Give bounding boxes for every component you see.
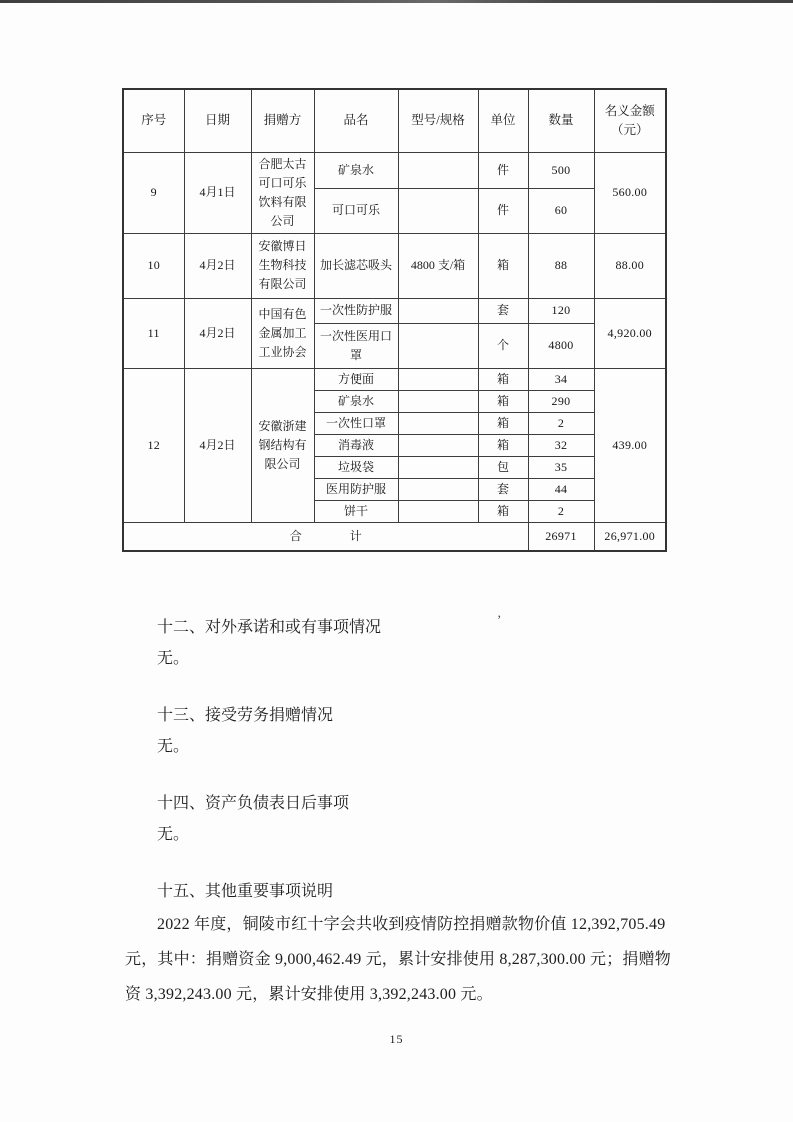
cell-unit: 箱 [478,368,528,390]
cell-unit: 箱 [478,390,528,412]
cell-serial: 12 [123,368,184,522]
cell-spec [398,412,478,434]
cell-qty: 290 [528,390,594,412]
cell-item-name: 消毒液 [314,434,398,456]
cell-qty: 500 [528,152,594,188]
scan-speck-artifact: ’ [497,612,502,627]
total-label-cell: 合 计 [123,522,528,551]
section-15-heading: 十五、其他重要事项说明 [157,883,334,900]
cell-item-name: 一次性口罩 [314,412,398,434]
cell-spec [398,390,478,412]
cell-spec [398,368,478,390]
cell-qty: 44 [528,478,594,500]
cell-item-name: 矿泉水 [314,152,398,188]
cell-spec [398,298,478,323]
cell-unit: 包 [478,456,528,478]
cell-qty: 34 [528,368,594,390]
col-header-unit: 单位 [478,89,528,152]
section-14-body: 无。 [157,826,190,843]
cell-spec [398,478,478,500]
total-qty-cell: 26971 [528,522,594,551]
cell-qty: 88 [528,233,594,298]
col-header-qty: 数量 [528,89,594,152]
cell-date: 4月2日 [184,233,251,298]
cell-unit: 箱 [478,233,528,298]
cell-spec: 4800 支/箱 [398,233,478,298]
cell-amount: 439.00 [594,368,666,522]
cell-item-name: 医用防护服 [314,478,398,500]
cell-item-name: 加长滤芯吸头 [314,233,398,298]
table-row [123,368,666,390]
table-row [123,298,666,323]
cell-date: 4月2日 [184,368,251,522]
donation-table [122,88,667,552]
cell-serial: 9 [123,152,184,233]
cell-donor: 中国有色金属加工工业协会 [251,298,314,368]
cell-amount: 4,920.00 [594,298,666,368]
cell-serial: 10 [123,233,184,298]
section-13-body: 无。 [157,738,190,755]
cell-item-name: 方便面 [314,368,398,390]
cell-unit: 套 [478,478,528,500]
cell-donor: 合肥太古可口可乐饮料有限公司 [251,152,314,233]
table-row [123,233,666,298]
cell-qty: 2 [528,412,594,434]
col-header-date: 日期 [184,89,251,152]
cell-donor: 安徽博日生物科技有限公司 [251,233,314,298]
cell-spec [398,323,478,368]
paragraph-line: 元，其中：捐赠资金 9,000,462.49 元，累计安排使用 8,287,300.00 元；捐赠物 [125,951,672,968]
cell-spec [398,456,478,478]
cell-spec [398,500,478,522]
cell-unit: 件 [478,188,528,233]
cell-unit: 箱 [478,412,528,434]
cell-item-name: 一次性防护服 [314,298,398,323]
cell-amount: 560.00 [594,152,666,233]
cell-unit: 个 [478,323,528,368]
cell-qty: 4800 [528,323,594,368]
cell-serial: 11 [123,298,184,368]
cell-qty: 120 [528,298,594,323]
col-header-donor: 捐赠方 [251,89,314,152]
scan-edge-artifact [0,0,793,3]
cell-unit: 件 [478,152,528,188]
cell-spec [398,152,478,188]
cell-unit: 箱 [478,500,528,522]
col-header-serial: 序号 [123,89,184,152]
cell-spec [398,434,478,456]
section-13-heading: 十三、接受劳务捐赠情况 [157,707,334,724]
cell-amount: 88.00 [594,233,666,298]
section-15-paragraph [125,907,685,1012]
cell-item-name: 一次性医用口罩 [314,323,398,368]
text-sections [125,612,685,1012]
col-header-amount: 名义金额（元） [594,89,666,152]
table-header-row [123,89,666,152]
col-header-spec: 型号/规格 [398,89,478,152]
table-row [123,152,666,188]
cell-donor: 安徽浙建钢结构有限公司 [251,368,314,522]
cell-qty: 35 [528,456,594,478]
cell-item-name: 矿泉水 [314,390,398,412]
total-amount-cell: 26,971.00 [594,522,666,551]
cell-unit: 套 [478,298,528,323]
col-header-item: 品名 [314,89,398,152]
cell-item-name: 可口可乐 [314,188,398,233]
section-14-heading: 十四、资产负债表日后事项 [157,795,350,812]
section-12-heading: 十二、对外承诺和或有事项情况 [157,619,382,636]
cell-date: 4月2日 [184,298,251,368]
cell-spec [398,188,478,233]
table-total-row [123,522,666,551]
cell-item-name: 垃圾袋 [314,456,398,478]
cell-qty: 32 [528,434,594,456]
paragraph-line: 2022 年度，铜陵市红十字会共收到疫情防控捐赠款物价值 12,392,705.49 [157,916,666,933]
cell-item-name: 饼干 [314,500,398,522]
paragraph-line: 资 3,392,243.00 元，累计安排使用 3,392,243.00 元。 [125,986,493,1003]
cell-qty: 60 [528,188,594,233]
section-12-body: 无。 [157,650,190,667]
cell-unit: 箱 [478,434,528,456]
cell-date: 4月1日 [184,152,251,233]
cell-qty: 2 [528,500,594,522]
page-number: 15 [389,1032,404,1046]
